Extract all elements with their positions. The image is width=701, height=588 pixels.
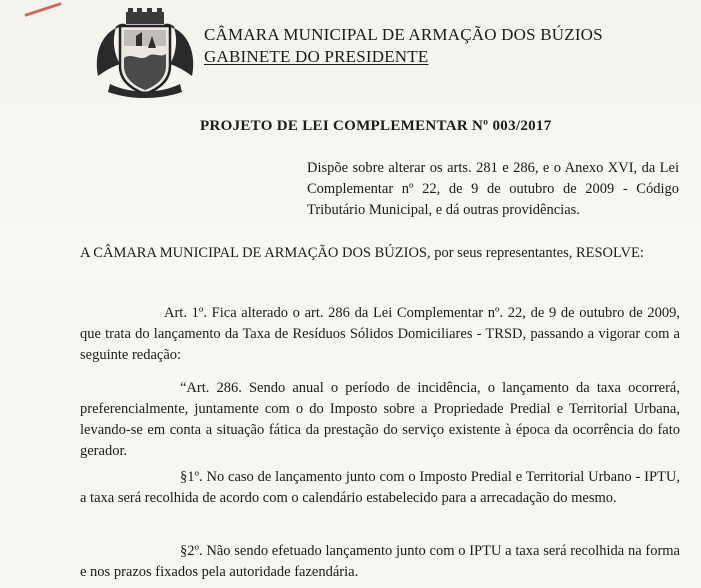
paragraph-1: §1º. No caso de lançamento junto com o Imposto Predial e Territorial Urbano - IPTU, a taxa será recolhida de acordo com o calendário estabelecido para a arrecadação do mesmo. [80, 469, 680, 506]
institution-name: CÂMARA MUNICIPAL DE ARMAÇÃO DOS BÚZIOS [204, 25, 603, 44]
letterhead [204, 24, 603, 68]
document-title: PROJETO DE LEI COMPLEMENTAR Nº 003/2017 [200, 118, 552, 134]
article-1-paragraph: Art. 1º. Fica alterado o art. 286 da Lei Complementar nº. 22, de 9 de outubro de 2009, que trata do lançamento da Taxa de Resíduos Sólidos Domiciliares - TRSD, passando a vigorar com a seguinte redação: [80, 305, 680, 363]
municipal-seal-icon [90, 6, 200, 98]
office-name: GABINETE DO PRESIDENTE [204, 47, 429, 66]
intro-paragraph: A CÂMARA MUNICIPAL DE ARMAÇÃO DOS BÚZIOS, por seus representantes, RESOLVE: [80, 245, 644, 261]
red-pen-mark [24, 2, 61, 17]
paragraph-2: §2º. Não sendo efetuado lançamento junto com o IPTU a taxa será recolhida na forma e nos prazos fixados pela autoridade fazendária. [80, 543, 680, 580]
ementa-paragraph: Dispõe sobre alterar os arts. 281 e 286, e o Anexo XVI, da Lei Complementar nº 22, de 9 de outubro de 2009 - Código Tributário Municipal, e dá outras providências. [307, 160, 679, 218]
article-286-paragraph: “Art. 286. Sendo anual o período de incidência, o lançamento da taxa ocorrerá, preferencialmente, juntamente com o do Imposto sobre a Propriedade Predial e Territorial Urbana, levando-se em conta a situação fática da prestação do serviço existente à época da ocorrência do fato gerador. [80, 380, 680, 459]
